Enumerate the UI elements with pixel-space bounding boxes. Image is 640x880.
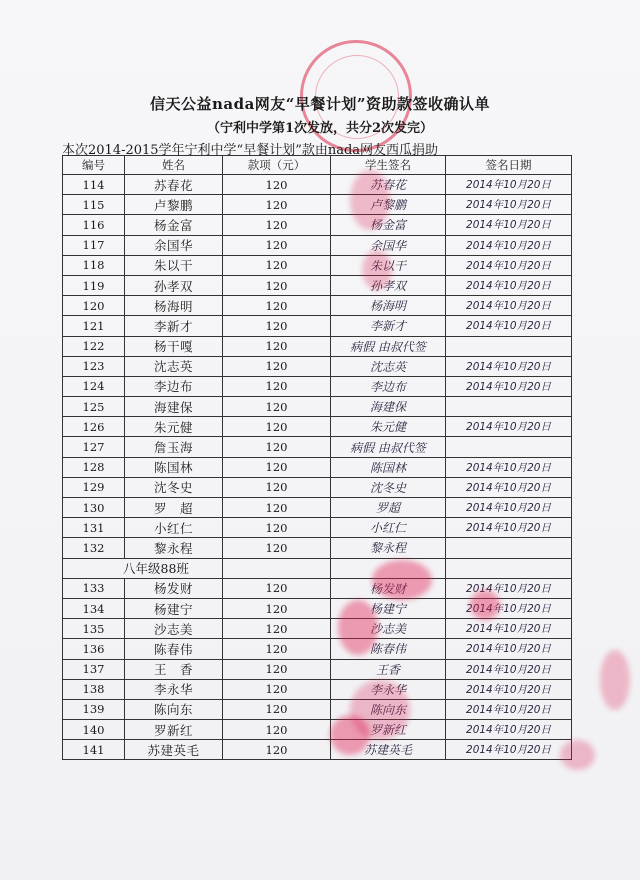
handwritten-date: 2014年10月20日 xyxy=(466,320,551,333)
handwritten-date: 2014年10月20日 xyxy=(466,502,551,515)
number-cell: 128 xyxy=(63,457,125,477)
name-cell: 苏建英毛 xyxy=(125,740,223,760)
name-cell: 李边布 xyxy=(125,376,223,396)
name-cell: 沙志美 xyxy=(125,619,223,639)
date-cell xyxy=(446,235,572,255)
amount-cell: 120 xyxy=(223,296,331,316)
header-date: 签名日期 xyxy=(446,156,572,175)
amount-cell: 120 xyxy=(223,679,331,699)
number-cell: 117 xyxy=(63,235,125,255)
date-cell xyxy=(446,498,572,518)
number-cell: 137 xyxy=(63,659,125,679)
signature-cell xyxy=(331,356,446,376)
number-cell: 140 xyxy=(63,720,125,740)
table-row xyxy=(63,699,572,719)
number-cell: 114 xyxy=(63,175,125,195)
amount-cell: 120 xyxy=(223,457,331,477)
handwritten-signature: 苏春花 xyxy=(369,178,406,193)
handwritten-date: 2014年10月20日 xyxy=(466,421,551,434)
name-cell: 杨金富 xyxy=(125,215,223,235)
name-cell: 孙孝双 xyxy=(125,275,223,295)
date-cell xyxy=(446,457,572,477)
date-cell xyxy=(446,659,572,679)
handwritten-signature: 海建保 xyxy=(369,400,406,415)
date-cell xyxy=(446,598,572,618)
header-name: 姓名 xyxy=(125,156,223,175)
name-cell: 陈国林 xyxy=(125,457,223,477)
document-title: 信天公益nada网友“早餐计划”资助款签收确认单 xyxy=(149,95,491,113)
header-number: 编号 xyxy=(63,156,125,175)
number-cell: 125 xyxy=(63,397,125,417)
name-cell: 罗 超 xyxy=(125,498,223,518)
handwritten-date: 2014年10月20日 xyxy=(466,199,551,212)
amount-cell: 120 xyxy=(223,376,331,396)
handwritten-signature: 朱元健 xyxy=(369,420,406,435)
ink-smudge xyxy=(470,590,500,620)
ink-smudge xyxy=(560,740,595,770)
table-row xyxy=(63,498,572,518)
signature-cell xyxy=(331,235,446,255)
table-row xyxy=(63,679,572,699)
date-cell xyxy=(446,255,572,275)
handwritten-signature: 杨金富 xyxy=(369,218,406,233)
handwritten-date: 2014年10月20日 xyxy=(466,724,551,737)
handwritten-date: 2014年10月20日 xyxy=(466,239,551,252)
table-row xyxy=(63,376,572,396)
handwritten-signature: 陈春伟 xyxy=(369,642,406,657)
table-row xyxy=(63,457,572,477)
amount-cell: 120 xyxy=(223,275,331,295)
section-divider xyxy=(63,558,572,578)
handwritten-signature: 杨发财 xyxy=(369,581,406,596)
amount-cell: 120 xyxy=(223,417,331,437)
ink-smudge xyxy=(330,715,370,755)
number-cell: 124 xyxy=(63,376,125,396)
signature-cell xyxy=(331,397,446,417)
name-cell: 陈春伟 xyxy=(125,639,223,659)
handwritten-signature: 病假 由叔代签 xyxy=(350,440,426,455)
document-subtitle: （宁利中学第1次发放，共分2次发完） xyxy=(206,121,434,136)
handwritten-signature: 孙孝双 xyxy=(369,279,406,294)
amount-cell: 120 xyxy=(223,518,331,538)
signature-cell xyxy=(331,538,446,558)
name-cell: 杨海明 xyxy=(125,296,223,316)
handwritten-date: 2014年10月20日 xyxy=(466,683,551,696)
table-body-a xyxy=(63,175,572,559)
date-cell xyxy=(446,316,572,336)
name-cell: 小红仁 xyxy=(125,518,223,538)
handwritten-date: 2014年10月20日 xyxy=(466,380,551,393)
section-row xyxy=(63,558,572,578)
number-cell: 115 xyxy=(63,195,125,215)
handwritten-date: 2014年10月20日 xyxy=(466,744,551,757)
handwritten-date: 2014年10月20日 xyxy=(466,259,551,272)
class-section-label: 八年级88班 xyxy=(63,558,223,578)
name-cell: 罗新红 xyxy=(125,720,223,740)
amount-cell: 120 xyxy=(223,598,331,618)
signature-cell xyxy=(331,215,446,235)
signature-cell xyxy=(331,336,446,356)
date-cell xyxy=(446,578,572,598)
number-cell: 131 xyxy=(63,518,125,538)
amount-cell: 120 xyxy=(223,498,331,518)
date-cell xyxy=(446,397,572,417)
name-cell: 詹玉海 xyxy=(125,437,223,457)
number-cell: 130 xyxy=(63,498,125,518)
table-row xyxy=(63,740,572,760)
handwritten-signature: 余国华 xyxy=(369,238,406,253)
handwritten-signature: 杨海明 xyxy=(369,299,406,314)
handwritten-date: 2014年10月20日 xyxy=(466,179,551,192)
date-cell xyxy=(446,336,572,356)
name-cell: 杨干嘎 xyxy=(125,336,223,356)
date-cell xyxy=(446,215,572,235)
date-cell xyxy=(446,740,572,760)
donation-note: 本次2014-2015学年宁利中学“早餐计划”款由nada网友西瓜捐助 xyxy=(62,143,439,158)
handwritten-date: 2014年10月20日 xyxy=(466,582,551,595)
amount-cell: 120 xyxy=(223,437,331,457)
ink-smudge xyxy=(600,650,630,710)
name-cell: 陈向东 xyxy=(125,699,223,719)
number-cell: 123 xyxy=(63,356,125,376)
amount-cell: 120 xyxy=(223,659,331,679)
signature-cell xyxy=(331,518,446,538)
table-row xyxy=(63,356,572,376)
signature-cell xyxy=(331,498,446,518)
ink-smudge xyxy=(338,600,378,655)
handwritten-date: 2014年10月20日 xyxy=(466,522,551,535)
signature-cell xyxy=(331,376,446,396)
date-cell xyxy=(446,275,572,295)
amount-cell: 120 xyxy=(223,255,331,275)
amount-cell: 120 xyxy=(223,316,331,336)
table-row xyxy=(63,720,572,740)
table-header-row xyxy=(63,156,572,175)
handwritten-signature: 陈向东 xyxy=(369,702,406,717)
name-cell: 苏春花 xyxy=(125,175,223,195)
table-row xyxy=(63,437,572,457)
date-cell xyxy=(446,417,572,437)
date-cell xyxy=(446,518,572,538)
name-cell: 李新才 xyxy=(125,316,223,336)
handwritten-signature: 卢黎鹏 xyxy=(369,198,406,213)
name-cell: 朱元健 xyxy=(125,417,223,437)
table-row xyxy=(63,659,572,679)
handwritten-signature: 苏建英毛 xyxy=(363,743,412,758)
signature-table xyxy=(62,155,572,760)
signature-cell xyxy=(331,477,446,497)
date-cell xyxy=(446,639,572,659)
table-row xyxy=(63,397,572,417)
name-cell: 杨建宁 xyxy=(125,598,223,618)
handwritten-signature: 李边布 xyxy=(369,379,406,394)
handwritten-date: 2014年10月20日 xyxy=(466,481,551,494)
amount-cell: 120 xyxy=(223,477,331,497)
handwritten-date: 2014年10月20日 xyxy=(466,280,551,293)
date-cell xyxy=(446,699,572,719)
handwritten-date: 2014年10月20日 xyxy=(466,703,551,716)
handwritten-date: 2014年10月20日 xyxy=(466,461,551,474)
handwritten-signature: 杨建宁 xyxy=(369,602,406,617)
table-row xyxy=(63,316,572,336)
name-cell: 沈冬史 xyxy=(125,477,223,497)
handwritten-signature: 罗超 xyxy=(375,501,400,516)
table-row xyxy=(63,639,572,659)
table-row xyxy=(63,195,572,215)
number-cell: 133 xyxy=(63,578,125,598)
ink-smudge xyxy=(369,560,432,600)
table-row xyxy=(63,538,572,558)
amount-cell: 120 xyxy=(223,175,331,195)
date-cell xyxy=(446,376,572,396)
date-cell xyxy=(446,437,572,457)
number-cell: 118 xyxy=(63,255,125,275)
handwritten-signature: 沙志美 xyxy=(369,622,406,637)
number-cell: 119 xyxy=(63,275,125,295)
amount-cell: 120 xyxy=(223,195,331,215)
number-cell: 134 xyxy=(63,598,125,618)
date-cell xyxy=(446,538,572,558)
name-cell: 海建保 xyxy=(125,397,223,417)
amount-cell: 120 xyxy=(223,699,331,719)
handwritten-signature: 罗新红 xyxy=(369,723,406,738)
number-cell: 116 xyxy=(63,215,125,235)
handwritten-signature: 王香 xyxy=(375,662,400,677)
amount-cell: 120 xyxy=(223,538,331,558)
handwritten-signature: 李新才 xyxy=(369,319,406,334)
handwritten-date: 2014年10月20日 xyxy=(466,603,551,616)
date-cell xyxy=(446,619,572,639)
ink-smudge xyxy=(362,250,392,290)
name-cell: 朱以干 xyxy=(125,255,223,275)
date-cell xyxy=(446,477,572,497)
header-signature: 学生签名 xyxy=(331,156,446,175)
number-cell: 121 xyxy=(63,316,125,336)
amount-cell: 120 xyxy=(223,639,331,659)
handwritten-date: 2014年10月20日 xyxy=(466,300,551,313)
table-row xyxy=(63,518,572,538)
number-cell: 120 xyxy=(63,296,125,316)
number-cell: 135 xyxy=(63,619,125,639)
handwritten-signature: 陈国林 xyxy=(369,460,406,475)
amount-cell: 120 xyxy=(223,336,331,356)
amount-cell: 120 xyxy=(223,619,331,639)
table-row xyxy=(63,619,572,639)
amount-cell: 120 xyxy=(223,397,331,417)
name-cell: 黎永程 xyxy=(125,538,223,558)
handwritten-signature: 小红仁 xyxy=(369,521,406,536)
name-cell: 沈志英 xyxy=(125,356,223,376)
name-cell: 李永华 xyxy=(125,679,223,699)
handwritten-date: 2014年10月20日 xyxy=(466,663,551,676)
table-row xyxy=(63,275,572,295)
signature-cell xyxy=(331,296,446,316)
table-row xyxy=(63,417,572,437)
handwritten-date: 2014年10月20日 xyxy=(466,623,551,636)
table-row xyxy=(63,255,572,275)
number-cell: 132 xyxy=(63,538,125,558)
ink-smudge xyxy=(350,170,390,230)
handwritten-date: 2014年10月20日 xyxy=(466,360,551,373)
handwritten-signature: 沈冬史 xyxy=(369,480,406,495)
table-row xyxy=(63,477,572,497)
table-row xyxy=(63,175,572,195)
amount-cell: 120 xyxy=(223,235,331,255)
amount-cell: 120 xyxy=(223,578,331,598)
table-row xyxy=(63,296,572,316)
amount-cell: 120 xyxy=(223,720,331,740)
handwritten-signature: 黎永程 xyxy=(369,541,406,556)
signature-cell xyxy=(331,437,446,457)
date-cell xyxy=(446,720,572,740)
table-row xyxy=(63,215,572,235)
amount-cell: 120 xyxy=(223,740,331,760)
signature-cell xyxy=(331,457,446,477)
table-row xyxy=(63,235,572,255)
handwritten-date: 2014年10月20日 xyxy=(466,219,551,232)
number-cell: 139 xyxy=(63,699,125,719)
number-cell: 126 xyxy=(63,417,125,437)
handwritten-date: 2014年10月20日 xyxy=(466,643,551,656)
name-cell: 王 香 xyxy=(125,659,223,679)
name-cell: 余国华 xyxy=(125,235,223,255)
amount-cell: 120 xyxy=(223,356,331,376)
signature-cell xyxy=(331,417,446,437)
handwritten-signature: 沈志英 xyxy=(369,359,406,374)
signature-cell xyxy=(331,316,446,336)
number-cell: 127 xyxy=(63,437,125,457)
number-cell: 129 xyxy=(63,477,125,497)
name-cell: 杨发财 xyxy=(125,578,223,598)
date-cell xyxy=(446,679,572,699)
table-row xyxy=(63,336,572,356)
date-cell xyxy=(446,175,572,195)
number-cell: 138 xyxy=(63,679,125,699)
date-cell xyxy=(446,195,572,215)
name-cell: 卢黎鹏 xyxy=(125,195,223,215)
number-cell: 141 xyxy=(63,740,125,760)
header-amount: 款项（元） xyxy=(223,156,331,175)
amount-cell: 120 xyxy=(223,215,331,235)
handwritten-signature: 朱以干 xyxy=(369,258,406,273)
number-cell: 136 xyxy=(63,639,125,659)
handwritten-signature: 病假 由叔代签 xyxy=(350,339,426,354)
date-cell xyxy=(446,356,572,376)
number-cell: 122 xyxy=(63,336,125,356)
date-cell xyxy=(446,296,572,316)
handwritten-signature: 李永华 xyxy=(369,682,406,697)
signature-cell xyxy=(331,659,446,679)
